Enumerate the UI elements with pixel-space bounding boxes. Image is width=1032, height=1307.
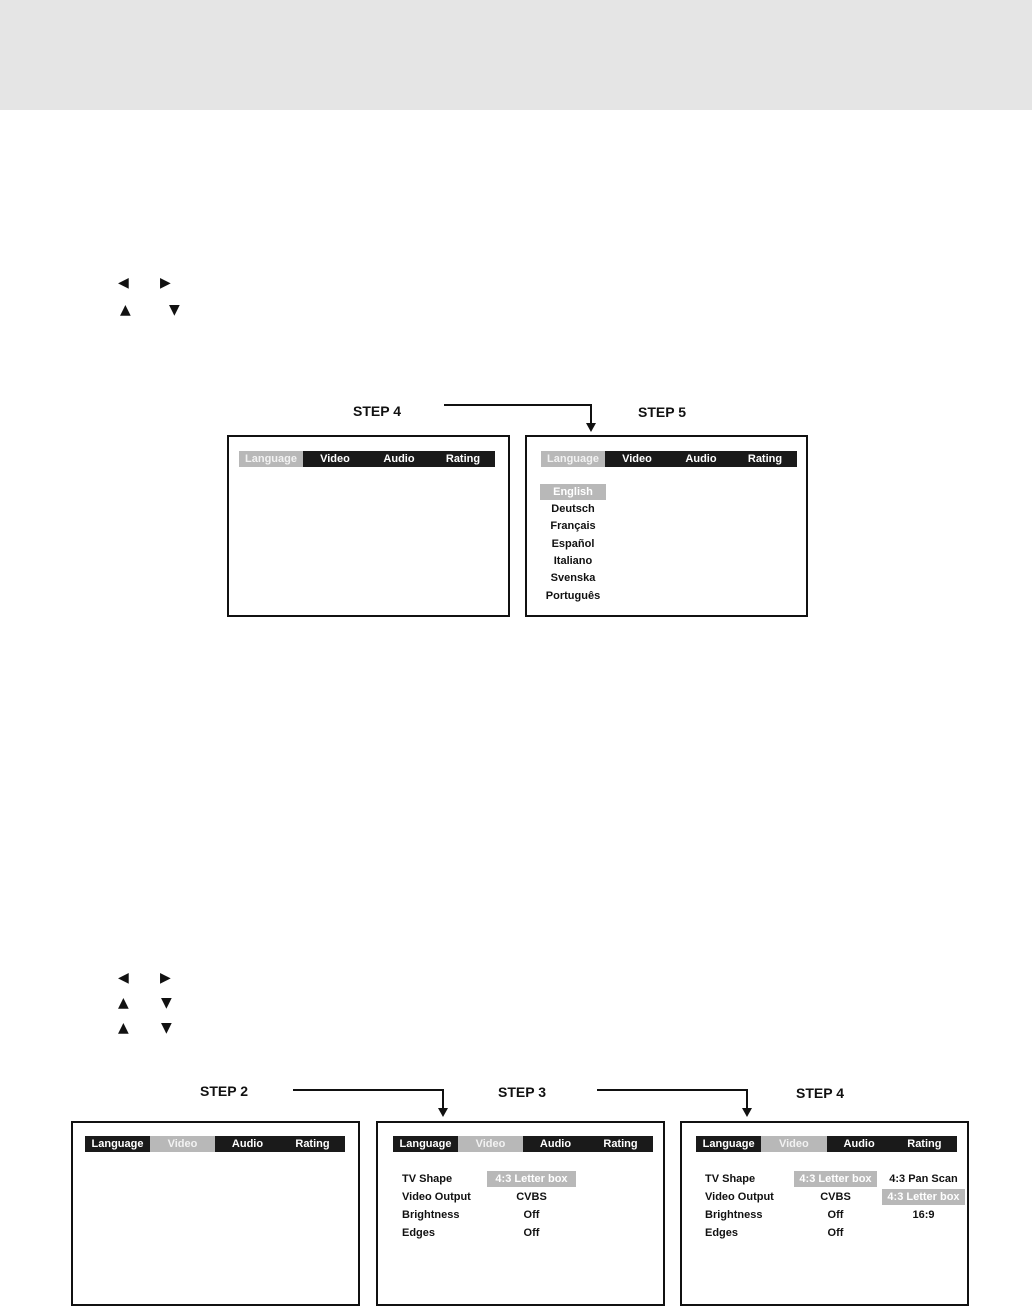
connector-line <box>746 1089 748 1109</box>
language-option-francais[interactable]: Français <box>550 520 596 532</box>
left-arrow-icon: ◀ <box>118 275 129 291</box>
right-arrow-icon: ▶ <box>160 275 171 291</box>
tab-video[interactable]: Video <box>761 1136 826 1152</box>
setting-label-video-output: Video Output <box>402 1191 471 1203</box>
connector-line <box>597 1089 748 1091</box>
menu-screen-step4-video <box>680 1121 969 1306</box>
setting-label-edges: Edges <box>705 1227 739 1239</box>
setting-label-tv-shape: TV Shape <box>705 1173 756 1185</box>
tab-rating[interactable]: Rating <box>747 453 783 465</box>
left-arrow-icon: ◀ <box>118 970 129 986</box>
arrow-down-icon <box>586 423 596 432</box>
arrow-down-icon <box>742 1108 752 1117</box>
tab-video[interactable]: Video <box>622 453 652 465</box>
tab-rating[interactable]: Rating <box>907 1138 942 1150</box>
tab-language[interactable]: Language <box>541 451 605 467</box>
tab-video[interactable]: Video <box>458 1136 523 1152</box>
step-4-label: STEP 4 <box>796 1085 844 1101</box>
tab-rating[interactable]: Rating <box>445 453 481 465</box>
setting-label-video-output: Video Output <box>705 1191 774 1203</box>
menu-screen-step3 <box>376 1121 665 1306</box>
setting-label-edges: Edges <box>402 1227 436 1239</box>
menu-screen-step4 <box>227 435 510 617</box>
setting-value-tv-shape[interactable]: 4:3 Letter box <box>794 1171 877 1187</box>
tv-shape-option-16-9[interactable]: 16:9 <box>912 1209 935 1221</box>
tab-language[interactable]: Language <box>91 1138 144 1150</box>
setting-value-edges[interactable]: Off <box>523 1227 540 1239</box>
setting-value-brightness[interactable]: Off <box>827 1209 844 1221</box>
menu-bar <box>696 1136 957 1152</box>
tab-audio[interactable]: Audio <box>231 1138 264 1150</box>
tab-video[interactable]: Video <box>320 453 350 465</box>
menu-bar <box>85 1136 345 1152</box>
tab-video[interactable]: Video <box>150 1136 215 1152</box>
step-5-label: STEP 5 <box>638 404 686 420</box>
tab-audio[interactable]: Audio <box>383 453 415 465</box>
language-option-espanol[interactable]: Español <box>551 538 595 550</box>
tv-shape-option-pan-scan[interactable]: 4:3 Pan Scan <box>889 1173 958 1185</box>
tab-language[interactable]: Language <box>399 1138 452 1150</box>
setting-value-edges[interactable]: Off <box>827 1227 844 1239</box>
connector-line <box>293 1089 444 1091</box>
up-arrow-icon: ▲ <box>120 302 131 318</box>
tab-language[interactable]: Language <box>702 1138 755 1150</box>
tv-shape-option-letter-box[interactable]: 4:3 Letter box <box>882 1189 965 1205</box>
language-option-portugues[interactable]: Português <box>545 590 601 602</box>
setting-value-video-output[interactable]: CVBS <box>516 1191 547 1203</box>
connector-line <box>444 404 592 406</box>
setting-value-video-output[interactable]: CVBS <box>820 1191 851 1203</box>
language-option-english[interactable]: English <box>540 484 606 500</box>
menu-bar <box>239 451 495 467</box>
down-arrow-icon: ▼ <box>169 302 180 318</box>
setting-label-brightness: Brightness <box>705 1209 763 1221</box>
tab-audio[interactable]: Audio <box>843 1138 875 1150</box>
step-4-label: STEP 4 <box>353 403 401 419</box>
tab-audio[interactable]: Audio <box>685 453 717 465</box>
menu-bar <box>393 1136 653 1152</box>
menu-bar <box>541 451 797 467</box>
language-option-deutsch[interactable]: Deutsch <box>551 503 595 515</box>
tab-audio[interactable]: Audio <box>539 1138 572 1150</box>
connector-line <box>590 404 592 424</box>
step-2-label: STEP 2 <box>200 1083 248 1099</box>
menu-screen-step2 <box>71 1121 360 1306</box>
language-option-svenska[interactable]: Svenska <box>550 572 596 584</box>
tab-rating[interactable]: Rating <box>603 1138 638 1150</box>
setting-value-brightness[interactable]: Off <box>523 1209 540 1221</box>
language-option-italiano[interactable]: Italiano <box>553 555 593 567</box>
down-arrow-icon: ▼ <box>161 1020 172 1036</box>
setting-value-tv-shape[interactable]: 4:3 Letter box <box>487 1171 576 1187</box>
up-arrow-icon: ▲ <box>118 995 129 1011</box>
setting-label-brightness: Brightness <box>402 1209 460 1221</box>
right-arrow-icon: ▶ <box>160 970 171 986</box>
menu-screen-step5 <box>525 435 808 617</box>
up-arrow-icon: ▲ <box>118 1020 129 1036</box>
tab-language[interactable]: Language <box>239 451 303 467</box>
step-3-label: STEP 3 <box>498 1084 546 1100</box>
connector-line <box>442 1089 444 1109</box>
tab-rating[interactable]: Rating <box>295 1138 330 1150</box>
arrow-down-icon <box>438 1108 448 1117</box>
down-arrow-icon: ▼ <box>161 995 172 1011</box>
page-header-band <box>0 0 1032 110</box>
setting-label-tv-shape: TV Shape <box>402 1173 453 1185</box>
